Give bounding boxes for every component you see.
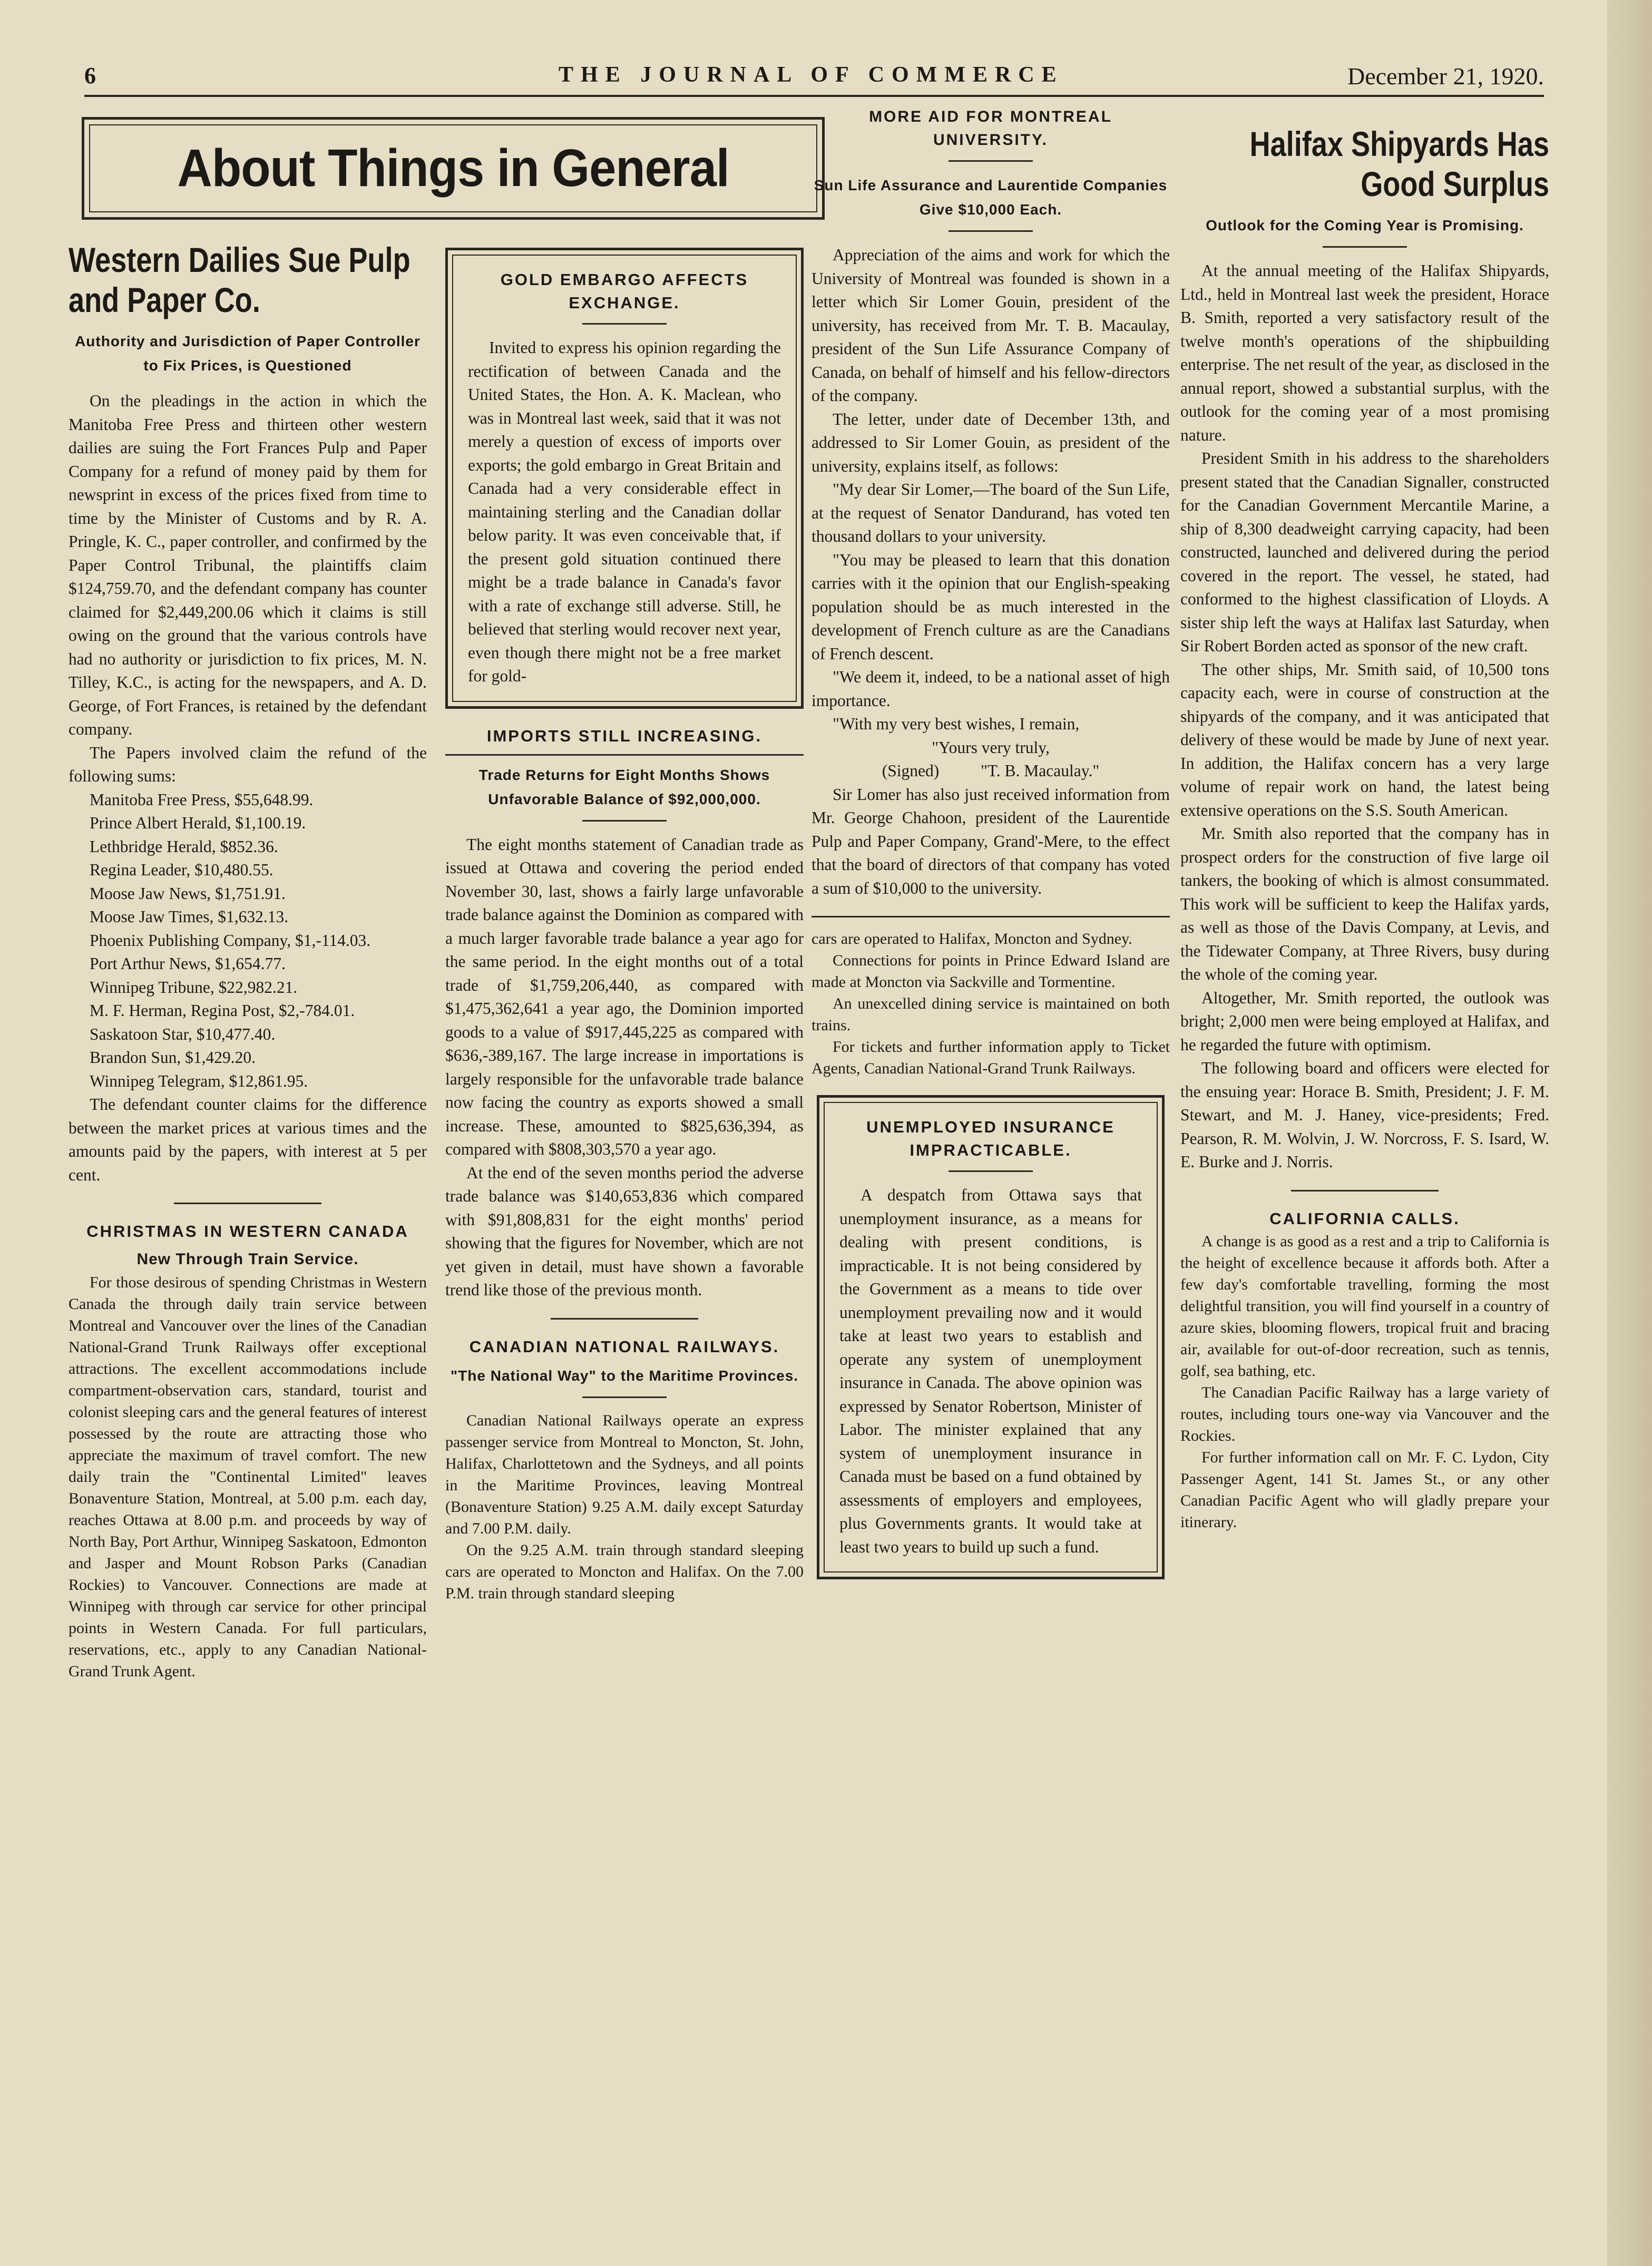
article-paragraph: An unexcelled dining service is maintained on both trains. — [812, 995, 1170, 1034]
column-3 — [812, 105, 1170, 1579]
claim-item: Moose Jaw Times, $1,632.13. — [90, 907, 289, 926]
article-paragraph: The other ships, Mr. Smith said, of 10,500 tons capacity each, were in course of construction at the shipyards of the company, and it was anticipated that delivery of these would be made by June of next year. In addition, the Halifax concern has a very large volume of repair work on hand, the latest being extensive operations on the S.S. South American. — [1180, 660, 1549, 819]
article-subhead: Trade Returns for Eight Months Shows Unfavorable Balance of $92,000,000. — [478, 766, 770, 807]
article-paragraph: President Smith in his address to the shareholders present stated that the Canadian Signaller, constructed for the Canadian Government Mercantile Marine, a ship of 8,300 deadweight carrying capacity, had been constructed, launched and delivered during the period covered in the report. The vessel, he stated, had conformed to the highest classification of Lloyds. A sister ship left the ways at Halifax last Saturday, when Sir Robert Borden acted as sponsor of the new craft. — [1180, 449, 1549, 655]
article-paragraph: The Papers involved claim the refund of the following sums: — [69, 743, 427, 785]
article-paragraph: "My dear Sir Lomer,—The board of the Sun Life, at the request of Senator Dandurand, has voted ten thousand dollars to your university. — [812, 480, 1170, 545]
article-paragraph: Mr. Smith also reported that the company has in prospect orders for the construction of five large oil tankers, the booking of which is almost consummated. This work will be sufficient to keep the Halifax yards, as well as those of the Davis Company, at Levis, and the Tidewater Company, at Three Rivers, busy during the whole of the coming year. — [1180, 824, 1549, 983]
article-paragraph: The defendant counter claims for the difference between the market prices at various times and the amounts paid by the papers, with interest at 5 per cent. — [69, 1095, 427, 1184]
article-paragraph: Invited to express his opinion regarding the rectification of between Canada and the United States, the Hon. A. K. Maclean, who was in Montreal last week, said that it was not merely a question of excess of imports over exports; the gold embargo in Great Britain and Canada had a very considerable effect in maintaining sterling and the Canadian dollar below parity. It was even conceivable that, if the present gold situation continued there might be a trade balance in Canada's favor with a rate of exchange still adverse. Still, he believed that sterling would recover next year, even though there might not be a free market for gold- — [468, 338, 781, 685]
letter-signature: (Signed) "T. B. Macaulay." — [882, 761, 1100, 780]
section-divider — [551, 1318, 698, 1320]
claim-item: Winnipeg Tribune, $22,982.21. — [90, 978, 298, 997]
column-1 — [69, 240, 427, 1682]
claim-item: Winnipeg Telegram, $12,861.95. — [90, 1071, 308, 1090]
headline-rule — [949, 1170, 1033, 1172]
headline-rule — [1323, 246, 1407, 248]
page-edge-shadow — [1607, 0, 1652, 2266]
article-subhead: New Through Train Service. — [136, 1251, 359, 1268]
article-paragraph: The following board and officers were elected for the ensuing year: Horace B. Smith, President; J. F. M. Stewart, and M. J. Haney, vice-presidents; Fred. Pearson, R. M. Wolvin, J. W. Norcross, F. S. Isard, W. E. Burke and J. Norris. — [1180, 1059, 1549, 1171]
article-paragraph: "You may be pleased to learn that this donation carries with it the opinion that our English-speaking population should be as much interested in the development of French culture as are the Canadians of French descent. — [812, 550, 1170, 663]
section-divider — [174, 1203, 321, 1204]
article-paragraph: Appreciation of the aims and work for which the University of Montreal was founded is shown in a letter which Sir Lomer Gouin, president of the university, has received from Mr. T. B. Macaulay, president of the Sun Life Assurance Company of Canada, on behalf of himself and his fellow-directors of the company. — [812, 246, 1170, 405]
headline-rule — [582, 820, 667, 822]
article-paragraph: For those desirous of spending Christmas in Western Canada the through daily train service between Montreal and Vancouver over the lines of the Canadian National-Grand Trunk Railways offer exceptional attractions. The excellent accommodations include compartment-observation cars, standard, tourist and colonist sleeping cars and the general features of interest possessed by the route are attracting those who appreciate the maximum of travel comfort. The new daily train the "Continental Limited" leaves Bonaventure Station, Montreal, at 5.00 p.m. each day, reaches Ottawa at 8.00 p.m. and proceeds by way of North Bay, Port Arthur, Winnipeg Saskatoon, Edmonton and Jasper and Mount Robson Parks (Canadian Rockies) to Vancouver. Connections are made at Winnipeg with through car service for other principal points in Western Canada. For full particulars, reservations, etc., apply to any Canadian National-Grand Trunk Agent. — [69, 1274, 427, 1680]
article-paragraph: "With my very best wishes, I remain, — [833, 715, 1080, 733]
article-subhead: Outlook for the Coming Year is Promising. — [1206, 217, 1524, 233]
article-paragraph: On the pleadings in the action in which the Manitoba Free Press and thirteen other western dailies are suing the Fort Frances Pulp and Paper Company for a refund of money paid by them for newsprint in excess of the prices fixed from time to time by the Minister of Customs and by R. A. Pringle, K. C., paper controller, and confirmed by the Paper Control Tribunal, the plaintiffs claim $124,759.70, and the defendant company has counter claimed for $2,449,200.06 which it claims is still owing on the ground that the various controls have had no authority or jurisdiction to fix prices, M. N. Tilley, K.C., is acting for the newspapers, and A. D. George, of Fort Frances, is retained by the defendant company. — [69, 392, 427, 738]
article-paragraph: Altogether, Mr. Smith reported, the outlook was bright; 2,000 men were being employed at Halifax, and he regarded the future with optimism. — [1180, 988, 1549, 1054]
article-headline: Halifax Shipyards Has Good Surplus — [1249, 124, 1549, 203]
article-subhead: Authority and Jurisdiction of Paper Controller to Fix Prices, is Questioned — [75, 333, 421, 374]
claims-list — [69, 788, 427, 1093]
article-paragraph: Canadian National Railways operate an express passenger service from Montreal to Moncton, St. John, Halifax, Charlottetown and the Sydneys, and all points in the Maritime Provinces, leaving Montreal (Bonaventure Station) 9.25 A.M. daily except Saturday and 7.00 P.M. daily. — [445, 1411, 804, 1537]
column-4 — [1180, 124, 1549, 1533]
section-banner — [82, 117, 825, 220]
article-paragraph: Connections for points in Prince Edward Island are made at Moncton via Sackville and Tormentine. — [812, 952, 1170, 991]
boxed-article — [445, 248, 804, 709]
issue-date: December 21, 1920. — [1347, 63, 1544, 90]
boxed-article — [817, 1095, 1165, 1579]
headline-rule — [582, 1396, 667, 1398]
journal-name: THE JOURNAL OF COMMERCE — [559, 63, 1064, 87]
claim-item: Lethbridge Herald, $852.36. — [90, 837, 278, 856]
article-subhead: "The National Way" to the Maritime Provinces. — [450, 1367, 799, 1384]
column-break-rule — [812, 916, 1170, 917]
article-headline: CANADIAN NATIONAL RAILWAYS. — [469, 1337, 780, 1356]
article-headline: IMPORTS STILL INCREASING. — [486, 726, 763, 745]
article-paragraph: The eight months statement of Canadian trade as issued at Ottawa and covering the period ended November 30, last, shows a fairly large unfavorable trade balance against the Dominion as compared with a much larger favorable trade balance a year ago for the same period. In the eight months out of a total trade of $1,759,206,440, as compared with $1,475,362,641 a year ago, the Dominion imported goods to a value of $917,445,225 as compared with $636,-389,167. The large increase in importations is largely responsible for the unfavorable trade balance now facing the country as exports showed a small increase. These, amounted to $825,636,394, as compared with $808,303,570 a year ago. — [445, 835, 804, 1158]
article-headline: MORE AID FOR MONTREAL UNIVERSITY. — [869, 108, 1112, 149]
article-paragraph: The letter, under date of December 13th, and addressed to Sir Lomer Gouin, as president of the university, explains itself, as follows: — [812, 409, 1170, 475]
headline-rule — [949, 230, 1033, 232]
letter-closing: "Yours very truly, — [932, 738, 1050, 757]
claim-item: Phoenix Publishing Company, $1,-114.03. — [90, 931, 371, 950]
article-paragraph: "We deem it, indeed, to be a national asset of high importance. — [812, 668, 1170, 710]
article-paragraph: Sir Lomer has also just received information from Mr. George Chahoon, president of the Laurentide Pulp and Paper Company, Grand'-Mere, to the effect that the board of directors of that company has voted a sum of $10,000 to the university. — [812, 785, 1170, 897]
headline-rule — [949, 160, 1033, 162]
article-headline: CALIFORNIA CALLS. — [1269, 1209, 1460, 1228]
article-subhead: Sun Life Assurance and Laurentide Companies Give $10,000 Each. — [814, 177, 1168, 218]
article-paragraph: A change is as good as a rest and a trip to California is the height of excellence because it affords both. After a few day's comfortable travelling, forming the most delightful transition, you will find yourself in a country of azure skies, blooming flowers, tropical fruit and bracing air, available for out-of-door recreation, such as tennis, golf, sea bathing, etc. — [1180, 1232, 1549, 1380]
claim-item: Manitoba Free Press, $55,648.99. — [90, 790, 314, 809]
claim-item: Brandon Sun, $1,429.20. — [90, 1048, 256, 1067]
article-paragraph: For further information call on Mr. F. C. Lydon, City Passenger Agent, 141 St. James St., or any other Canadian Pacific Agent who will gladly prepare your itinerary. — [1180, 1448, 1549, 1531]
headline-rule — [582, 323, 667, 325]
banner-title: About Things in General — [177, 139, 729, 198]
article-paragraph: For tickets and further information apply to Ticket Agents, Canadian National-Grand Trunk Railways. — [812, 1038, 1170, 1077]
article-headline: Western Dailies Sue Pulp and Paper Co. — [69, 240, 410, 319]
claim-item: Regina Leader, $10,480.55. — [90, 861, 273, 879]
running-head — [84, 62, 1544, 99]
column-2 — [445, 248, 804, 1604]
article-headline: CHRISTMAS IN WESTERN CANADA — [86, 1222, 409, 1241]
claim-item: M. F. Herman, Regina Post, $2,-784.01. — [90, 1001, 355, 1020]
header-rule — [84, 95, 1544, 97]
article-headline: UNEMPLOYED INSURANCE IMPRACTICABLE. — [866, 1118, 1115, 1159]
article-paragraph: At the end of the seven months period the adverse trade balance was $140,653,836 which compared with $91,808,831 for the eight months' period showing that the figures for November, which are not yet given in detail, must have shown a favorable trend like those of the previous month. — [445, 1163, 804, 1299]
claim-item: Moose Jaw News, $1,751.91. — [90, 884, 286, 903]
page-number: 6 — [84, 63, 96, 89]
article-paragraph: The Canadian Pacific Railway has a large variety of routes, including tours one-way via Vancouver and the Rockies. — [1180, 1383, 1549, 1444]
claim-item: Prince Albert Herald, $1,100.19. — [90, 814, 306, 832]
article-headline: GOLD EMBARGO AFFECTS EXCHANGE. — [500, 270, 749, 312]
article-paragraph: At the annual meeting of the Halifax Shipyards, Ltd., held in Montreal last week the president, Horace B. Smith, reported a very satisfactory result of the twelve month's operations of the shipbuilding enterprise. The net result of the year, as disclosed in the annual report, showed a substantial surplus, with the outlook for the coming year of a most promising nature. — [1180, 261, 1549, 444]
article-paragraph: A despatch from Ottawa says that unemployment insurance, as a means for dealing with present conditions, is impracticable. It is not being considered by the Government as a means to tide over unemployment prevailing now and it would take at least two years to establish and operate any system of unemployment insurance in Canada. The above opinion was expressed by Senator Robertson, Minister of Labor. The minister explained that any system of unemployment insurance in Canada must be based on a fund obtained by assessments of employers and employees, plus Governments grants. It would take at least two years to build up such a fund. — [839, 1186, 1142, 1556]
article-paragraph: cars are operated to Halifax, Moncton and Sydney. — [812, 930, 1132, 948]
section-divider — [1291, 1190, 1439, 1191]
claim-item: Port Arthur News, $1,654.77. — [90, 954, 286, 973]
article-paragraph: On the 9.25 A.M. train through standard sleeping cars are operated to Moncton and Halifax. On the 7.00 P.M. train through standard sleeping — [445, 1541, 804, 1602]
claim-item: Saskatoon Star, $10,477.40. — [90, 1024, 276, 1043]
